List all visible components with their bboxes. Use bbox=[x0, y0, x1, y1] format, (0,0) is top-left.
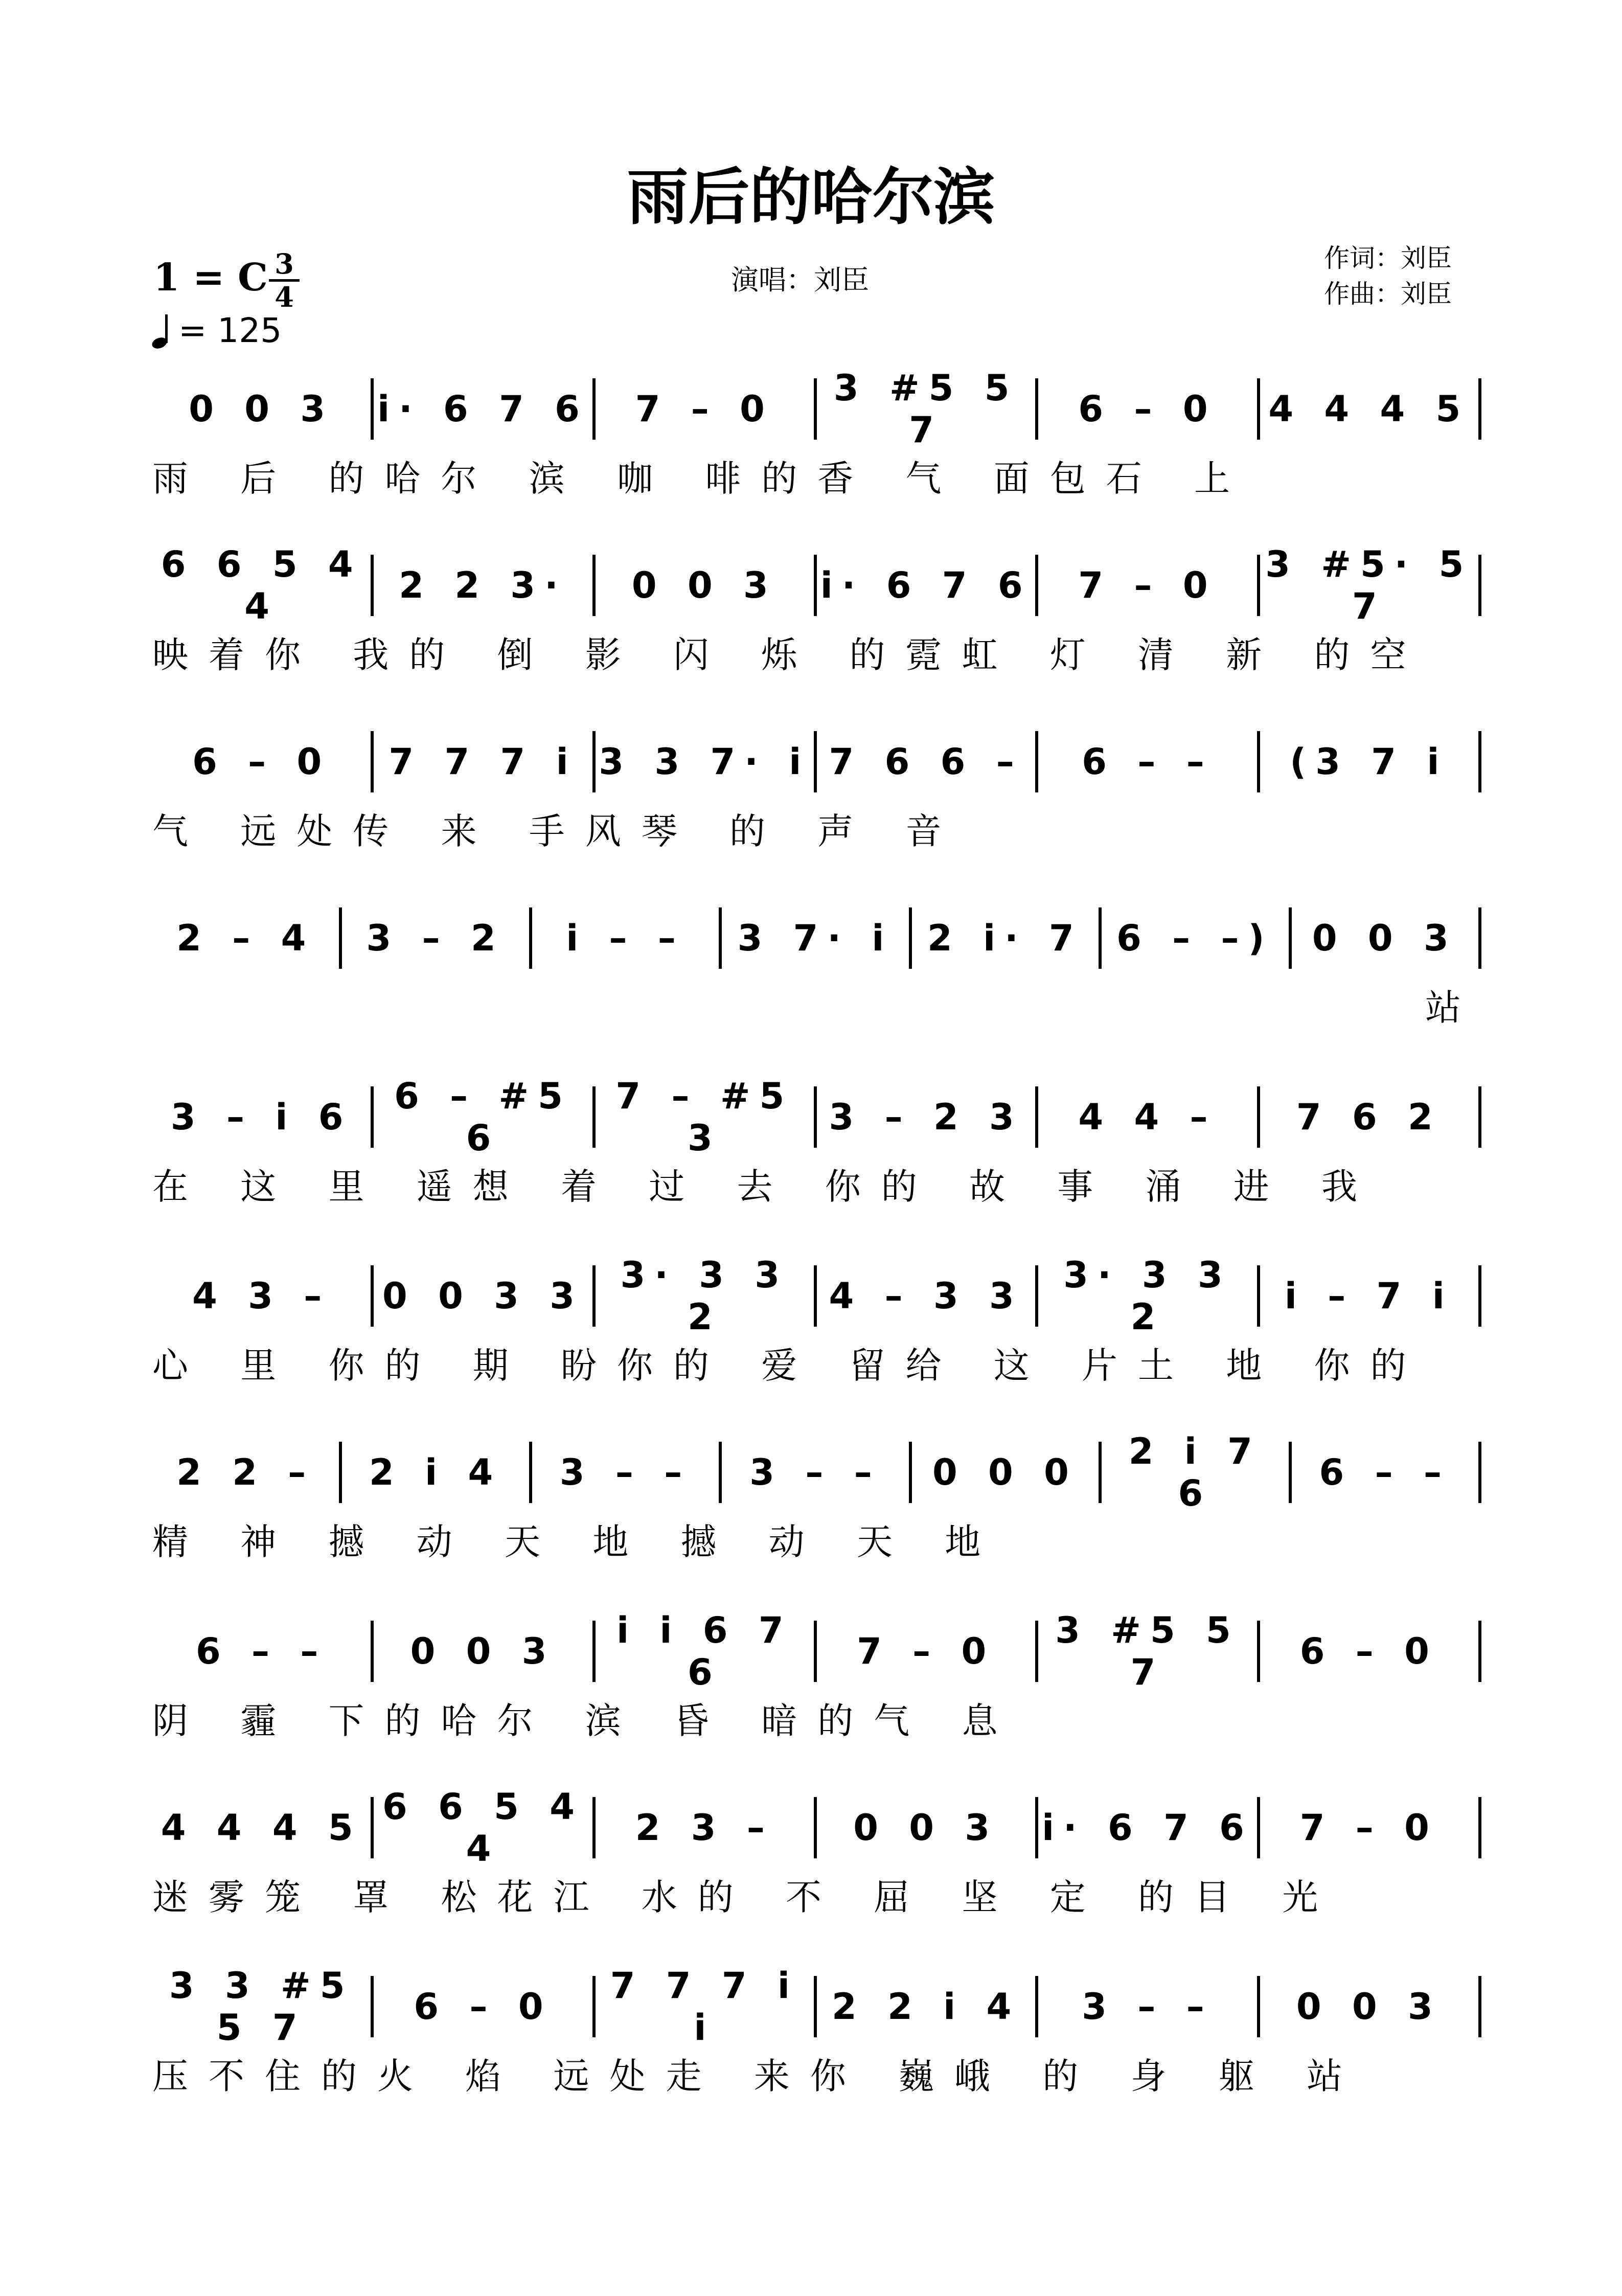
measure-notes: 6 – 0 bbox=[1078, 388, 1217, 430]
measure bbox=[817, 1797, 1035, 1858]
measure bbox=[1260, 731, 1478, 792]
barline bbox=[1478, 378, 1481, 440]
measure-notes: 7 – 0 bbox=[635, 388, 774, 430]
measure-notes: 7 – #5 3 bbox=[615, 1075, 794, 1159]
notation-row bbox=[152, 1430, 1481, 1514]
tempo-value: = 125 bbox=[178, 311, 282, 350]
measure bbox=[1260, 1976, 1478, 2037]
measure-notes: 3· 3 3 2 bbox=[1063, 1254, 1232, 1338]
score-system bbox=[152, 907, 1481, 1061]
measure bbox=[596, 1075, 814, 1159]
measure bbox=[1038, 555, 1257, 616]
measure bbox=[152, 1797, 371, 1858]
measure bbox=[374, 1075, 592, 1159]
measure bbox=[817, 367, 1035, 451]
lyric-line: 映着你 我的 倒 影 闪 烁 的霓虹 灯 清 新 的空 bbox=[152, 634, 1427, 676]
measure-notes: 6 – – bbox=[1082, 741, 1214, 783]
measure bbox=[1292, 1442, 1478, 1503]
barline bbox=[1478, 555, 1481, 616]
measure bbox=[152, 1442, 339, 1503]
measure bbox=[152, 1086, 371, 1148]
measure bbox=[1038, 1254, 1257, 1338]
measure-notes: 2 3 – bbox=[635, 1807, 774, 1849]
barline bbox=[1478, 1976, 1481, 2037]
measure bbox=[912, 907, 1099, 969]
measure-notes: (3 7 i bbox=[1290, 741, 1449, 783]
measure-notes: 0 0 3 bbox=[1296, 1986, 1442, 2028]
key-signature: 1 = C bbox=[153, 256, 268, 300]
measure-notes: 6 – – bbox=[1319, 1451, 1451, 1493]
measure-notes: 3 – i 6 bbox=[170, 1096, 353, 1138]
lyric-line: 压不住的火 焰 远处走 来你 巍峨 的 身 躯 站 bbox=[152, 2055, 1363, 2097]
measure-notes: 3 7· i bbox=[737, 917, 894, 959]
measure bbox=[1102, 1430, 1288, 1514]
measure bbox=[596, 555, 814, 616]
measure-notes: 2 i 4 bbox=[369, 1451, 502, 1493]
credits bbox=[1324, 240, 1452, 312]
barline bbox=[1478, 1442, 1481, 1503]
notation-row bbox=[152, 1254, 1481, 1338]
measure-notes: 0 0 3 bbox=[189, 388, 335, 430]
measure-notes: 0 0 3 bbox=[1312, 917, 1458, 959]
measure-notes: 0 0 0 bbox=[932, 1451, 1078, 1493]
measure bbox=[596, 378, 814, 440]
measure-notes: 7 – 0 bbox=[1299, 1807, 1438, 1849]
measure bbox=[374, 555, 592, 616]
measure-notes: 6 – #5 6 bbox=[394, 1075, 572, 1159]
measure bbox=[817, 1086, 1035, 1148]
measure-notes: i i 6 7 6 bbox=[616, 1609, 793, 1693]
measure-notes: i – – bbox=[566, 917, 685, 959]
measure-notes: 6 6 5 4 4 bbox=[161, 543, 362, 627]
measure bbox=[912, 1442, 1099, 1503]
measure bbox=[152, 907, 339, 969]
measure-notes: i· 6 7 6 bbox=[377, 388, 589, 430]
measure bbox=[1038, 378, 1257, 440]
measure-notes: 0 0 3 3 bbox=[382, 1275, 584, 1317]
measure-notes: 3 #5 5 7 bbox=[1055, 1609, 1240, 1693]
measure bbox=[722, 907, 908, 969]
composer-credit: 作曲：刘臣 bbox=[1324, 279, 1452, 309]
measure-notes: 2 i· 7 bbox=[927, 917, 1083, 959]
measure-notes: 4 4 4 5 bbox=[1268, 388, 1470, 430]
notation-row bbox=[152, 1965, 1481, 2049]
score-system bbox=[152, 367, 1481, 532]
measure-notes: 6 – 0 bbox=[1299, 1630, 1438, 1672]
measure-notes: 3 #5 5 7 bbox=[833, 367, 1019, 451]
measure bbox=[152, 731, 371, 792]
singer-credit: 演唱：刘臣 bbox=[731, 264, 869, 296]
measure bbox=[374, 378, 592, 440]
measure-notes: i· 6 7 6 bbox=[1042, 1807, 1253, 1849]
time-signature-bottom: 4 bbox=[275, 281, 294, 313]
measure bbox=[532, 907, 719, 969]
measure-notes: i· 6 7 6 bbox=[820, 564, 1032, 606]
measure bbox=[1260, 1086, 1478, 1148]
measure bbox=[1038, 1609, 1257, 1693]
measure bbox=[596, 1609, 814, 1693]
measure bbox=[342, 1442, 529, 1503]
measure bbox=[722, 1442, 908, 1503]
notation-row bbox=[152, 1609, 1481, 1693]
measure bbox=[1260, 1797, 1478, 1858]
measure-notes: 4 – 3 3 bbox=[829, 1275, 1023, 1317]
lyric-line: 迷雾笼 罩 松花江 水的 不 屈 坚 定 的目 光 bbox=[152, 1876, 1339, 1918]
tempo-marking bbox=[151, 311, 282, 350]
measure-notes: 6 – 0 bbox=[192, 741, 331, 783]
score-system bbox=[152, 1786, 1481, 1950]
measure bbox=[152, 1265, 371, 1327]
measure-notes: 6 – 0 bbox=[414, 1986, 553, 2028]
measure-notes: 0 0 3 bbox=[631, 564, 778, 606]
measure-notes: 3 – – bbox=[749, 1451, 881, 1493]
measure-notes: 3 – – bbox=[559, 1451, 692, 1493]
measure-notes: 6 6 5 4 4 bbox=[382, 1786, 584, 1870]
lyric-line: 站 bbox=[1425, 987, 1461, 1029]
measure-notes: i – 7 i bbox=[1284, 1275, 1454, 1317]
measure-notes: 2 2 – bbox=[176, 1451, 315, 1493]
measure bbox=[1038, 1976, 1257, 2037]
lyric-line: 雨 后 的哈尔 滨 咖 啡的香 气 面包石 上 bbox=[152, 458, 1251, 499]
page-title: 雨后的哈尔滨 bbox=[627, 161, 995, 233]
measure bbox=[374, 1976, 592, 2037]
measure bbox=[817, 1265, 1035, 1327]
score-system bbox=[152, 543, 1481, 708]
score-system bbox=[152, 1609, 1481, 1774]
measure bbox=[1292, 907, 1478, 969]
measure bbox=[152, 543, 371, 627]
measure-notes: 3 3 #5 5 7 bbox=[169, 1965, 354, 2049]
score-system bbox=[152, 1430, 1481, 1595]
measure-notes: 2 2 i 4 bbox=[832, 1986, 1021, 2028]
measure bbox=[374, 731, 592, 792]
notation-row bbox=[152, 543, 1481, 627]
measure-notes: 3· 3 3 2 bbox=[620, 1254, 789, 1338]
lyric-line: 心 里 你的 期 盼你的 爱 留给 这 片土 地 你的 bbox=[152, 1345, 1427, 1386]
quarter-note-icon bbox=[151, 312, 173, 349]
lyric-line: 气 远处传 来 手风琴 的 声 音 bbox=[152, 810, 962, 852]
measure bbox=[1038, 731, 1257, 792]
measure bbox=[817, 1976, 1035, 2037]
barline bbox=[1478, 1621, 1481, 1682]
measure bbox=[1260, 1265, 1478, 1327]
measure bbox=[374, 1786, 592, 1870]
notation-row bbox=[152, 731, 1481, 792]
barline bbox=[1478, 1265, 1481, 1327]
lyric-line: 阴 霾 下的哈尔 滨 昏 暗的气 息 bbox=[152, 1700, 1018, 1742]
measure bbox=[1260, 1621, 1478, 1682]
measure-notes: 0 0 3 bbox=[410, 1630, 556, 1672]
measure-notes: 4 4 4 5 bbox=[161, 1807, 362, 1849]
measure-notes: 3 #5· 5 7 bbox=[1265, 543, 1473, 627]
measure-notes: 2 – 4 bbox=[176, 917, 315, 959]
measure-notes: 7 6 6 – bbox=[829, 741, 1023, 783]
measure-notes: 4 4 – bbox=[1078, 1096, 1217, 1138]
barline bbox=[1478, 907, 1481, 969]
measure bbox=[532, 1442, 719, 1503]
barline bbox=[1478, 1086, 1481, 1148]
measure-notes: 7 7 7 i bbox=[389, 741, 578, 783]
notation-row bbox=[152, 1786, 1481, 1870]
measure bbox=[817, 1621, 1035, 1682]
barline bbox=[1478, 731, 1481, 792]
measure-notes: 3 – 2 bbox=[366, 917, 505, 959]
measure bbox=[817, 731, 1035, 792]
measure bbox=[817, 555, 1035, 616]
barline bbox=[1478, 1797, 1481, 1858]
measure-notes: 6 – – bbox=[195, 1630, 328, 1672]
time-signature-top: 3 bbox=[275, 247, 294, 280]
measure bbox=[596, 731, 814, 792]
measure bbox=[1038, 1086, 1257, 1148]
notation-row bbox=[152, 1075, 1481, 1159]
lyric-line: 在 这 里 遥想 着 过 去 你的 故 事 涌 进 我 bbox=[152, 1166, 1378, 1208]
measure bbox=[152, 1621, 371, 1682]
score-system bbox=[152, 1254, 1481, 1419]
measure-notes: 3 – – bbox=[1082, 1986, 1214, 2028]
measure bbox=[152, 1965, 371, 2049]
measure bbox=[1260, 378, 1478, 440]
measure-notes: 0 0 3 bbox=[853, 1807, 999, 1849]
score-system bbox=[152, 1075, 1481, 1240]
measure-notes: 2 i 7 6 bbox=[1128, 1430, 1262, 1514]
notation-row bbox=[152, 367, 1481, 451]
lyric-line: 精 神 撼 动 天 地 撼 动 天 地 bbox=[152, 1521, 1001, 1563]
measure-notes: 7 – 0 bbox=[857, 1630, 996, 1672]
measure bbox=[374, 1621, 592, 1682]
measure bbox=[596, 1254, 814, 1338]
score-system bbox=[152, 731, 1481, 884]
measure bbox=[374, 1265, 592, 1327]
measure-notes: 3 3 7· i bbox=[599, 741, 811, 783]
measure-notes: 6 – –) bbox=[1116, 917, 1274, 959]
time-signature bbox=[269, 249, 300, 311]
measure bbox=[1260, 543, 1478, 627]
score-system bbox=[152, 1965, 1481, 2129]
measure-notes: 7 – 0 bbox=[1078, 564, 1217, 606]
notation-row bbox=[152, 907, 1481, 969]
measure bbox=[1102, 907, 1288, 969]
measure bbox=[342, 907, 529, 969]
measure bbox=[596, 1965, 814, 2049]
measure-notes: 7 6 2 bbox=[1296, 1096, 1442, 1138]
lyricist-credit: 作词：刘臣 bbox=[1324, 243, 1452, 273]
measure-notes: 3 – 2 3 bbox=[829, 1096, 1023, 1138]
measure-notes: 4 3 – bbox=[192, 1275, 331, 1317]
measure bbox=[1038, 1797, 1257, 1858]
measure-notes: 7 7 7 i i bbox=[610, 1965, 799, 2049]
measure bbox=[596, 1797, 814, 1858]
measure bbox=[152, 378, 371, 440]
measure-notes: 2 2 3· bbox=[399, 564, 567, 606]
